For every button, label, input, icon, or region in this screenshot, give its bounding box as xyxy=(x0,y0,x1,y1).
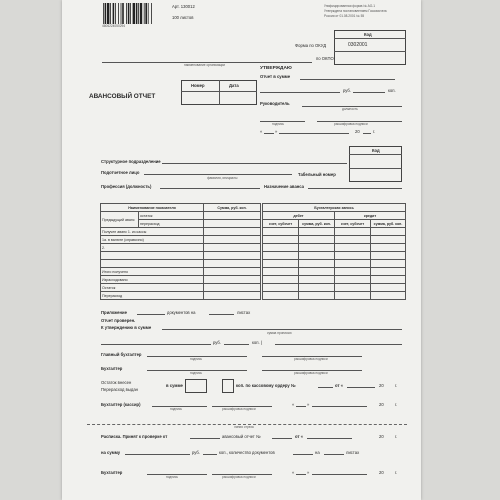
accountant-label: Бухгалтер xyxy=(101,366,123,371)
rub-box xyxy=(185,379,207,393)
cut-line-caption: линия отреза xyxy=(234,425,254,429)
signature-caption: подпись xyxy=(190,371,203,375)
table-row-label: Остаток xyxy=(101,284,204,292)
approve-label: УТВЕРЖДАЮ xyxy=(260,66,292,71)
barcode-bar xyxy=(126,3,127,24)
kop-line xyxy=(353,92,385,93)
divider xyxy=(334,51,406,52)
approved-label: Утверждена постановлением Госкомстата xyxy=(324,9,387,13)
divider xyxy=(349,168,402,169)
barcode-number: 4606224050294 xyxy=(102,24,126,28)
account-header: счет, субсчет xyxy=(335,220,371,228)
table-row-label: 1а. в валюте (справочно) xyxy=(101,236,204,244)
code-header: Код xyxy=(364,32,372,37)
table-cell xyxy=(263,252,299,260)
table-row xyxy=(263,276,406,284)
table-row-label: Перерасход xyxy=(101,292,204,300)
table-cell xyxy=(204,252,261,260)
barcode-bar xyxy=(115,3,116,24)
table-cell xyxy=(299,244,335,252)
rub-label: руб. xyxy=(213,340,221,345)
barcode-bar xyxy=(121,3,122,24)
table-cell xyxy=(299,268,335,276)
sum-header: сумма, руб. коп. xyxy=(299,220,335,228)
organization-caption: наименование организации xyxy=(184,63,226,67)
table-cell xyxy=(371,292,406,300)
table-row xyxy=(263,292,406,300)
table-cell xyxy=(299,260,335,268)
month-line xyxy=(312,406,367,407)
table-cell xyxy=(371,276,406,284)
table-cell xyxy=(263,244,299,252)
table-row xyxy=(263,236,406,244)
overrun-label: Перерасход выдан xyxy=(101,387,138,392)
table-cell xyxy=(299,236,335,244)
advance-report-form xyxy=(62,0,421,500)
sheets-label: листах xyxy=(346,450,360,455)
from-label: от « xyxy=(335,383,343,388)
table-row-label xyxy=(101,260,204,268)
report-number-line xyxy=(272,438,292,439)
date-quote-close: » xyxy=(275,129,278,134)
table-row-label: Израсходовано xyxy=(101,276,204,284)
credit-header: кредит xyxy=(335,212,406,220)
table-cell xyxy=(299,228,335,236)
barcode-bar xyxy=(138,3,139,24)
tab-number-label: Табельный номер xyxy=(298,172,336,177)
date-header: Дата xyxy=(229,83,239,88)
receipt-report-date-line xyxy=(307,438,352,439)
kop-label: коп. ( xyxy=(252,340,263,345)
year-prefix: 20 xyxy=(355,129,360,134)
approve-words-line xyxy=(101,344,211,345)
approve-sum-line xyxy=(162,329,402,330)
year-suffix: г. xyxy=(395,470,398,475)
form-title: АВАНСОВЫЙ ОТЧЕТ xyxy=(89,93,156,100)
article-number: Арт. 130012 xyxy=(172,4,195,9)
table-cell xyxy=(204,260,261,268)
attachment-count-line xyxy=(137,314,165,315)
table-cell xyxy=(371,244,406,252)
accounting-entry-table xyxy=(262,203,406,300)
table-cell xyxy=(263,268,299,276)
in-sum-label: в сумме xyxy=(166,383,183,388)
number-header: Номер xyxy=(191,83,205,88)
table-row-label xyxy=(101,252,204,260)
table-cell xyxy=(371,260,406,268)
table-cell xyxy=(263,276,299,284)
receipt-label: Расписка. Принят к проверке от xyxy=(101,434,168,439)
table-cell xyxy=(204,292,261,300)
table-cell xyxy=(204,276,261,284)
accountable-line xyxy=(144,174,292,175)
department-label: Структурное подразделение xyxy=(101,159,161,164)
chief-accountant-label: Главный бухгалтер xyxy=(101,352,142,357)
decoding-caption: расшифровка подписи xyxy=(334,122,368,126)
approve-sum-label: К утверждению в сумме xyxy=(101,325,152,330)
month-line xyxy=(279,133,349,134)
docs-sheets-line xyxy=(324,454,344,455)
profession-label: Профессия (должность) xyxy=(101,184,152,189)
on-sum-label: на сумму xyxy=(101,450,121,455)
table-cell xyxy=(299,252,335,260)
table-cell xyxy=(204,220,261,228)
sum-header: сумма, руб. коп. xyxy=(371,220,406,228)
table-cell xyxy=(204,284,261,292)
barcode-bar xyxy=(133,3,135,24)
day-line xyxy=(264,133,274,134)
barcode-bar xyxy=(103,3,104,24)
table-cell xyxy=(263,260,299,268)
divider xyxy=(334,38,406,39)
table-cell xyxy=(204,212,261,220)
year-prefix: 20 xyxy=(379,434,384,439)
table-cell xyxy=(371,228,406,236)
table-row xyxy=(263,252,406,260)
sheet-count: 100 листов xyxy=(172,15,194,20)
table-row-label: Предыдущий аванс xyxy=(101,212,139,228)
profession-line xyxy=(160,188,260,189)
docs-count-label: коп., количество документов xyxy=(219,450,275,455)
rub-label: руб. xyxy=(343,88,351,93)
signature-caption: подпись xyxy=(272,122,285,126)
table-cell xyxy=(335,284,371,292)
table-cell xyxy=(204,268,261,276)
remainder-label: Остаток внесен xyxy=(101,380,132,385)
table-row-label: Получен аванс 1. из кассы xyxy=(101,228,204,236)
table-cell xyxy=(371,268,406,276)
table-cell xyxy=(335,268,371,276)
barcode-bar xyxy=(140,3,142,24)
date-quote-open: « xyxy=(292,402,295,407)
table-cell xyxy=(335,292,371,300)
year-suffix: г. xyxy=(395,383,398,388)
kop-label: коп. xyxy=(388,88,396,93)
date-quote-open: « xyxy=(260,129,263,134)
table-cell xyxy=(335,244,371,252)
name-caption: фамилия, инициалы xyxy=(207,176,238,180)
digits-line xyxy=(275,344,402,345)
table-cell xyxy=(371,252,406,260)
day-line xyxy=(296,474,306,475)
in-words-caption: сумма прописью xyxy=(267,331,292,335)
barcode-bar xyxy=(122,3,124,24)
table-cell xyxy=(371,236,406,244)
barcode-bar xyxy=(145,3,147,24)
table-cell xyxy=(299,284,335,292)
divider xyxy=(181,91,257,92)
divider xyxy=(349,154,402,155)
table-cell xyxy=(263,228,299,236)
okpo-label: по ОКПО xyxy=(316,56,334,61)
table-row xyxy=(263,284,406,292)
kop-line xyxy=(203,454,217,455)
year-suffix: г. xyxy=(395,434,398,439)
table-cell xyxy=(204,244,261,252)
account-header: счет, субсчет xyxy=(263,220,299,228)
attachment-label: Приложение xyxy=(101,310,127,315)
on-sum-line xyxy=(125,454,190,455)
kop-box xyxy=(222,379,234,393)
department-line xyxy=(162,163,347,164)
rub-label: руб. xyxy=(192,450,200,455)
purpose-line xyxy=(308,188,402,189)
order-number-line xyxy=(318,387,333,388)
signature-caption: подпись xyxy=(190,357,203,361)
okud-label: Форма по ОКУД xyxy=(295,43,327,48)
barcode-bar xyxy=(144,3,145,24)
accountant-label: Бухгалтер xyxy=(101,470,123,475)
table-cell xyxy=(299,276,335,284)
barcode-bar xyxy=(113,3,115,24)
table-row xyxy=(263,244,406,252)
barcode-bar xyxy=(107,3,109,24)
barcode-bar xyxy=(128,3,130,24)
col-sum-header: Сумма, руб. коп. xyxy=(204,204,261,212)
decoding-caption: расшифровка подписи xyxy=(294,371,328,375)
table-cell xyxy=(335,228,371,236)
table-row xyxy=(263,268,406,276)
cash-order-label: коп. по кассовому ордеру № xyxy=(236,383,296,388)
kop-line xyxy=(224,344,249,345)
signature-caption: подпись xyxy=(166,475,179,479)
table-row-label: перерасход xyxy=(139,220,204,228)
unified-form-label: Унифицированная форма № АО-1 xyxy=(324,4,376,8)
cashier-label: Бухгалтер (кассир) xyxy=(101,402,141,407)
table-cell xyxy=(299,292,335,300)
table-cell xyxy=(204,228,261,236)
table-row-label: остаток xyxy=(139,212,204,220)
accountable-label: Подотчетное лицо xyxy=(101,170,140,175)
documents-on-label: документов на xyxy=(167,310,196,315)
table-cell xyxy=(371,284,406,292)
barcode-bar xyxy=(105,3,107,24)
year-suffix: г. xyxy=(395,402,398,407)
year-prefix: 20 xyxy=(379,383,384,388)
date-quote-open: « xyxy=(292,470,295,475)
decoding-caption: расшифровка подписи xyxy=(222,475,256,479)
decoding-caption: расшифровка подписи xyxy=(222,407,256,411)
table-cell xyxy=(204,236,261,244)
day-line xyxy=(296,406,306,407)
table-row-label: 2. xyxy=(101,244,204,252)
report-sum-words-line xyxy=(260,92,340,93)
table-cell xyxy=(263,284,299,292)
divider xyxy=(219,80,220,105)
date-quote-close: » xyxy=(307,402,310,407)
year-prefix: 20 xyxy=(379,402,384,407)
table-cell xyxy=(335,236,371,244)
advance-table xyxy=(100,203,261,300)
table-cell xyxy=(263,292,299,300)
sheets-count-line xyxy=(209,314,234,315)
barcode-bar xyxy=(110,3,111,24)
table-row-label: Итого получено xyxy=(101,268,204,276)
on-label: на xyxy=(315,450,320,455)
year-line xyxy=(363,133,371,134)
barcode-bar xyxy=(148,3,149,24)
barcode xyxy=(102,3,172,24)
report-sum-line xyxy=(300,79,395,80)
person-code-header: Код xyxy=(372,148,380,153)
docs-count-line xyxy=(293,454,313,455)
month-line xyxy=(312,474,367,475)
okud-value: 0302001 xyxy=(348,42,368,48)
signature-caption: подпись xyxy=(170,407,183,411)
checked-label: Отчет проверен. xyxy=(101,318,136,323)
report-sum-label: Отчет в сумме xyxy=(260,74,291,79)
order-date-line xyxy=(347,387,375,388)
barcode-bar xyxy=(151,3,152,24)
debit-header: дебет xyxy=(263,212,335,220)
table-row xyxy=(263,260,406,268)
barcode-bar xyxy=(136,3,138,24)
sheets-label: листах xyxy=(237,310,251,315)
position-caption: должность xyxy=(342,107,358,111)
barcode-bar xyxy=(118,3,119,24)
accounting-header: Бухгалтерская запись xyxy=(263,204,406,212)
table-cell xyxy=(263,236,299,244)
col-name-header: Наименование показателя xyxy=(101,204,204,212)
table-row xyxy=(263,228,406,236)
receipt-date-line xyxy=(190,438,220,439)
head-label: Руководитель xyxy=(260,101,290,106)
table-cell xyxy=(335,260,371,268)
from-label: от « xyxy=(295,434,303,439)
date-quote-close: » xyxy=(307,470,310,475)
approved-date-label: России от 01.08.2001 № 55 xyxy=(324,14,365,18)
report-no-label: авансовый отчет № xyxy=(222,434,261,439)
table-cell xyxy=(335,276,371,284)
year-prefix: 20 xyxy=(379,470,384,475)
barcode-bar xyxy=(130,3,131,24)
decoding-caption: расшифровка подписи xyxy=(294,357,328,361)
year-suffix: г. xyxy=(373,129,376,134)
purpose-label: Назначение аванса xyxy=(264,184,305,189)
table-cell xyxy=(335,252,371,260)
